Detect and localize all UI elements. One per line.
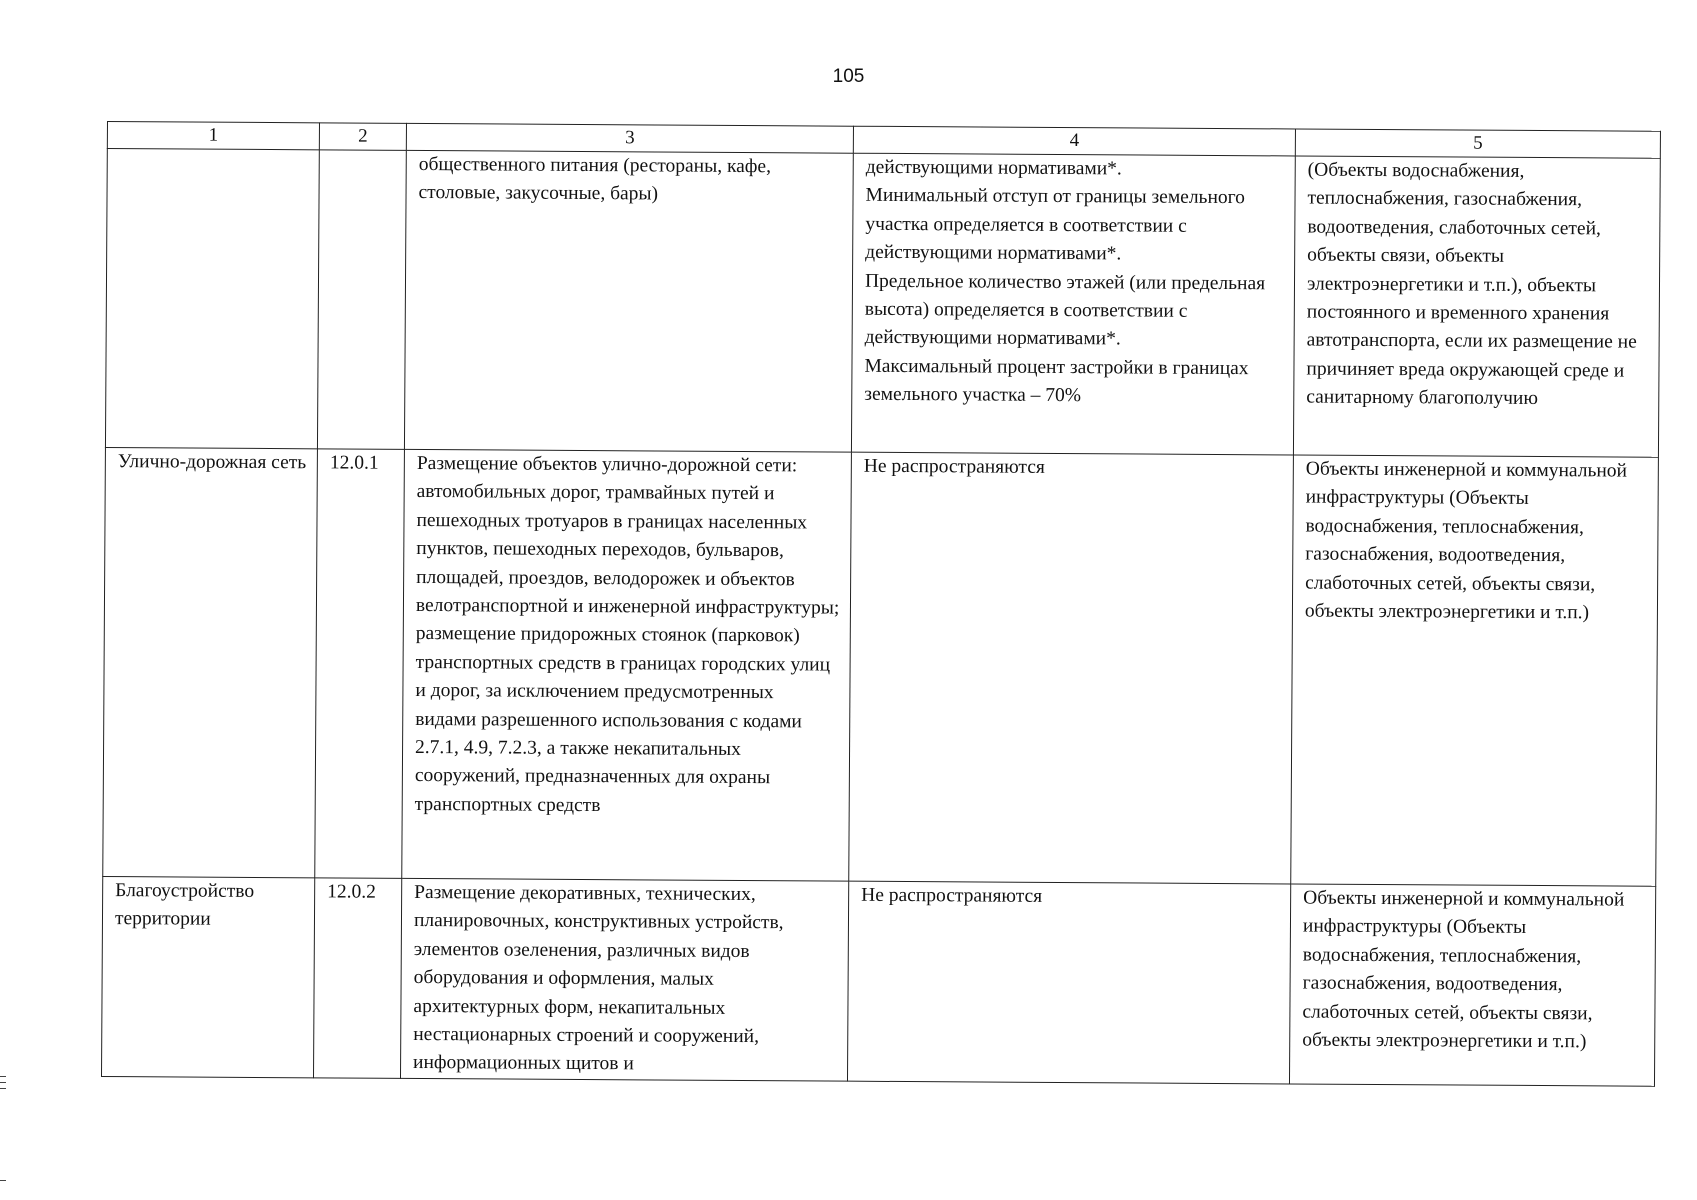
auxiliary-uses-cell: Объекты инженерной и коммунальной инфраструктуры (Объекты водоснабжения, теплоснабжения, газоснабжения, водоотведения, слаботочных сетей, объекты связи, объекты электроэнергетики и т.п.) [1291,455,1659,886]
use-description-cell: общественного питания (рестораны, кафе, столовые, закусочные, бары) [404,150,853,452]
scan-margin-mark [0,1088,6,1089]
column-header: 5 [1295,129,1660,158]
table-row [103,447,1659,886]
use-code-cell: 12.0.1 [315,449,405,879]
use-name-cell [105,149,319,449]
page-number: 105 [832,66,865,87]
use-code-cell [317,150,406,450]
scan-margin-mark [0,1076,6,1077]
auxiliary-uses-cell: (Объекты водоснабжения, теплоснабжения, газоснабжения, водоотведения, слаботочных сетей, объекты связи, объекты электроэнергетики и т.п.), объекты постоянного и временного хранения автотранспорта, если их размещение не причиняет вреда окружающей среде и санитарному благополучию [1293,156,1660,457]
column-header: 4 [853,126,1295,156]
zoning-table [101,121,1661,1087]
use-description-cell: Размещение объектов улично-дорожной сети: автомобильных дорог, трамвайных путей и пешеходных тротуаров в границах населенных пунктов, пешеходных переходов, бульваров, площадей, проездов, велодорожек и объектов велотранспортной и инженерной инфраструктуры; размещение придорожных стоянок (парковок) транспортных средств в границах городских улиц и дорог, за исключением предусмотренных видами разрешенного использования с кодами 2.7.1, 4.9, 7.2.3, а также некапитальных сооружений, предназначенных для охраны транспортных средств [402,449,852,881]
use-code-cell: 12.0.2 [313,878,401,1078]
table-row [101,876,1655,1086]
column-header: 2 [319,123,406,151]
use-name-cell: Благоустройство территории [101,876,314,1077]
table-row [105,149,1660,458]
parameters-cell: Не распространяются [849,452,1294,884]
column-header: 3 [406,123,853,153]
column-header: 1 [107,122,319,150]
parameters-cell: Не распространяются [847,881,1290,1084]
use-name-cell: Улично-дорожная сеть [103,447,318,877]
parameters-cell: действующими нормативами*. Минимальный отступ от границы земельного участка определяется в соответствии с действующими нормативами*. Предельное количество этажей (или предельная высота) определяется в соответствии с действующими нормативами*. Максимальный процент застройки в границах земельного участка – 70% [851,153,1295,455]
use-description-cell: Размещение декоративных, технических, планировочных, конструктивных устройств, элементов озеленения, различных видов оборудования и оформления, малых архитектурных форм, некапитальных нестационарных строений и сооружений, информационных щитов и [400,878,848,1081]
scan-margin-mark [0,1180,6,1181]
auxiliary-uses-cell: Объекты инженерной и коммунальной инфраструктуры (Объекты водоснабжения, теплоснабжения, газоснабжения, водоотведения, слаботочных сетей, объекты связи, объекты электроэнергетики и т.п.) [1289,884,1655,1086]
scan-margin-mark [0,1082,6,1083]
